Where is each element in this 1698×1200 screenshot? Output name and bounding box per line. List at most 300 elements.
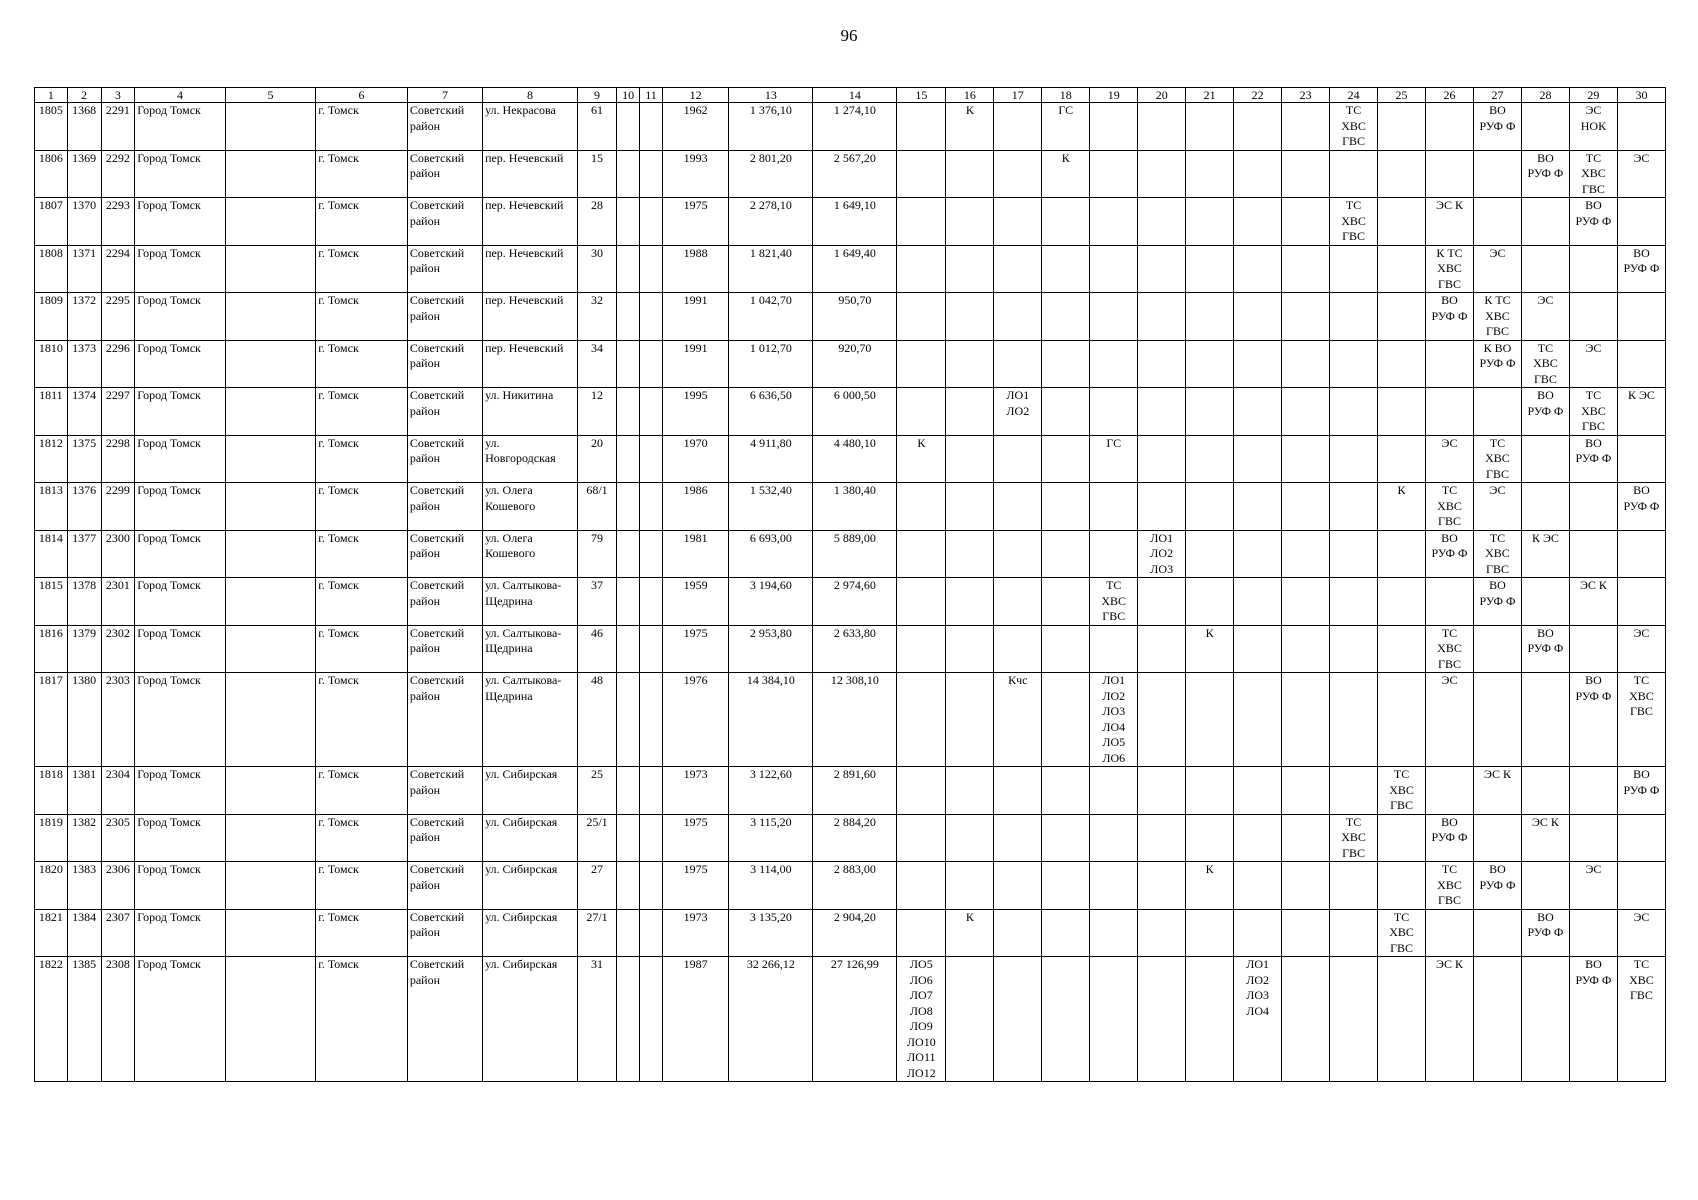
cell-col-17 [994, 245, 1042, 293]
cell-col-13: 6 636,50 [729, 388, 813, 436]
cell-col-21 [1186, 293, 1234, 341]
cell-line: ЛО2 [1006, 403, 1030, 418]
cell-line: ЭС К [1436, 198, 1463, 212]
cell-col-14: 2 974,60 [813, 578, 897, 626]
column-header-13: 13 [729, 88, 813, 103]
table-row [35, 814, 1666, 862]
cell-line: ВО [1585, 673, 1602, 687]
cell-col-18 [1042, 483, 1090, 531]
cell-line: ВО [1537, 150, 1554, 165]
cell-col-3: 2297 [101, 388, 135, 436]
cell-col-13: 14 384,10 [729, 673, 813, 767]
cell-col-29 [1569, 909, 1617, 957]
cell-line: ЭС [1633, 150, 1650, 165]
table-row [35, 862, 1666, 910]
cell-col-11 [640, 340, 663, 388]
cell-line: ГВС [1342, 134, 1366, 148]
cell-col-26 [1426, 388, 1474, 436]
cell-line: район [409, 356, 441, 370]
cell-col-3: 2304 [101, 767, 135, 815]
cell-line: Новгородская [485, 451, 556, 465]
cell-line: район [409, 546, 441, 560]
cell-line: район [409, 972, 441, 987]
cell-line: ГВС [1390, 798, 1414, 812]
cell-col-1: 1809 [35, 293, 68, 341]
cell-col-13: 2 801,20 [729, 150, 813, 198]
cell-line: Советский [409, 530, 465, 545]
cell-col-11 [640, 103, 663, 151]
cell-col-9: 25 [577, 767, 616, 815]
cell-line: РУФ Ф [1479, 356, 1516, 370]
cell-col-1: 1819 [35, 814, 68, 862]
cell-col-15 [897, 245, 946, 293]
cell-line: район [409, 830, 441, 844]
cell-line: ВО [1489, 103, 1506, 117]
cell-col-14: 2 883,00 [813, 862, 897, 910]
cell-col-15 [897, 909, 946, 957]
cell-col-13: 1 376,10 [729, 103, 813, 151]
cell-col-20 [1138, 578, 1186, 626]
cell-col-6: г. Томск [316, 245, 408, 293]
cell-col-30 [1617, 245, 1665, 293]
cell-col-1: 1820 [35, 862, 68, 910]
cell-line: РУФ Ф [1623, 261, 1660, 275]
cell-line: ХВС [1581, 403, 1606, 418]
cell-col-16 [946, 198, 994, 246]
cell-col-17 [994, 150, 1042, 198]
cell-col-16 [946, 293, 994, 341]
table-row [35, 435, 1666, 483]
table-row [35, 909, 1666, 957]
cell-col-5 [225, 957, 315, 1082]
cell-col-26 [1426, 625, 1474, 673]
cell-col-7 [407, 530, 482, 578]
cell-col-11 [640, 245, 663, 293]
cell-col-2: 1373 [67, 340, 101, 388]
cell-col-29 [1569, 578, 1617, 626]
cell-line: ТС [1633, 957, 1650, 971]
column-header-14: 14 [813, 88, 897, 103]
cell-col-11 [640, 814, 663, 862]
cell-col-22 [1234, 483, 1282, 531]
cell-col-7 [407, 150, 482, 198]
cell-line: ЛО2 [1150, 546, 1174, 560]
cell-col-7 [407, 625, 482, 673]
cell-col-16 [946, 909, 994, 957]
cell-col-13: 2 278,10 [729, 198, 813, 246]
cell-col-9: 61 [577, 103, 616, 151]
cell-col-7 [407, 388, 482, 436]
cell-col-11 [640, 578, 663, 626]
cell-col-10 [617, 673, 640, 767]
cell-line: ТС [1393, 767, 1410, 781]
column-header-25: 25 [1378, 88, 1426, 103]
housing-registry-table [34, 87, 1666, 1082]
cell-col-6: г. Томск [316, 150, 408, 198]
cell-col-29 [1569, 150, 1617, 198]
cell-col-13: 6 693,00 [729, 530, 813, 578]
cell-line: Кошевого [485, 546, 536, 560]
cell-col-24 [1330, 957, 1378, 1082]
cell-col-11 [640, 150, 663, 198]
column-header-1: 1 [35, 88, 68, 103]
cell-col-11 [640, 530, 663, 578]
cell-col-30 [1617, 578, 1665, 626]
cell-col-8 [483, 530, 578, 578]
cell-col-30 [1617, 530, 1665, 578]
cell-col-10 [617, 578, 640, 626]
cell-col-2: 1368 [67, 103, 101, 151]
cell-col-29 [1569, 625, 1617, 673]
cell-col-27 [1474, 957, 1522, 1082]
cell-line: ГВС [1438, 276, 1461, 291]
cell-col-22 [1234, 957, 1282, 1082]
cell-col-22 [1234, 673, 1282, 767]
cell-col-29 [1569, 340, 1617, 388]
cell-col-4: Город Томск [135, 340, 225, 388]
cell-col-5 [225, 245, 315, 293]
cell-col-2: 1371 [67, 245, 101, 293]
cell-line: Советский [409, 483, 465, 497]
cell-col-1: 1814 [35, 530, 68, 578]
cell-line: ЛО10 [906, 1034, 936, 1049]
cell-col-19 [1090, 388, 1138, 436]
cell-col-29 [1569, 245, 1617, 293]
cell-col-26 [1426, 530, 1474, 578]
cell-line: Советский [409, 340, 465, 355]
cell-col-24 [1330, 293, 1378, 341]
cell-col-27 [1474, 625, 1522, 673]
cell-col-12: 1995 [662, 388, 729, 436]
cell-col-6: г. Томск [316, 578, 408, 626]
cell-col-28 [1521, 578, 1569, 626]
cell-col-28 [1521, 198, 1569, 246]
cell-line: ТС [1537, 340, 1554, 355]
cell-col-9: 30 [577, 245, 616, 293]
cell-col-24 [1330, 340, 1378, 388]
cell-line: ТС [1633, 673, 1650, 687]
cell-col-6: г. Томск [316, 625, 408, 673]
cell-col-6: г. Томск [316, 293, 408, 341]
cell-col-5 [225, 530, 315, 578]
cell-col-11 [640, 625, 663, 673]
cell-col-23 [1282, 957, 1330, 1082]
cell-col-1: 1808 [35, 245, 68, 293]
cell-line: ЭС [1633, 625, 1650, 640]
cell-col-26 [1426, 862, 1474, 910]
cell-line: ВО [1537, 625, 1554, 640]
cell-line: ГВС [1102, 609, 1126, 623]
cell-col-12: 1975 [662, 198, 729, 246]
cell-line: ЛО1 [1246, 957, 1270, 971]
cell-col-27 [1474, 293, 1522, 341]
cell-col-9: 79 [577, 530, 616, 578]
cell-col-12: 1975 [662, 625, 729, 673]
cell-col-19 [1090, 435, 1138, 483]
cell-col-15 [897, 530, 946, 578]
cell-col-28 [1521, 862, 1569, 910]
cell-col-9: 15 [577, 150, 616, 198]
cell-line: ЭС [1489, 483, 1506, 497]
cell-col-22 [1234, 814, 1282, 862]
cell-col-12: 1970 [662, 435, 729, 483]
cell-col-28 [1521, 530, 1569, 578]
cell-col-18 [1042, 767, 1090, 815]
cell-line: ГВС [1629, 704, 1653, 718]
cell-col-11 [640, 767, 663, 815]
cell-col-25 [1378, 150, 1426, 198]
cell-col-28 [1521, 435, 1569, 483]
cell-col-19 [1090, 103, 1138, 151]
cell-col-20 [1138, 245, 1186, 293]
cell-col-8 [483, 483, 578, 531]
cell-col-18 [1042, 578, 1090, 626]
cell-col-29 [1569, 862, 1617, 910]
cell-col-5 [225, 103, 315, 151]
cell-col-8 [483, 245, 578, 293]
cell-col-18 [1042, 530, 1090, 578]
cell-line: ул. [485, 435, 500, 450]
cell-col-2: 1370 [67, 198, 101, 246]
cell-line: РУФ Ф [1527, 641, 1564, 655]
cell-col-19 [1090, 767, 1138, 815]
cell-col-30 [1617, 103, 1665, 151]
cell-line: ЛО7 [909, 988, 933, 1002]
cell-col-30 [1617, 293, 1665, 341]
cell-col-15 [897, 673, 946, 767]
cell-col-16 [946, 103, 994, 151]
cell-col-22 [1234, 245, 1282, 293]
cell-col-7 [407, 198, 482, 246]
cell-col-17 [994, 388, 1042, 436]
cell-col-12: 1991 [662, 340, 729, 388]
cell-col-3: 2293 [101, 198, 135, 246]
cell-col-6: г. Томск [316, 340, 408, 388]
cell-col-22 [1234, 909, 1282, 957]
cell-col-11 [640, 862, 663, 910]
cell-col-17 [994, 340, 1042, 388]
cell-col-27 [1474, 198, 1522, 246]
cell-line: пер. Нечевский [485, 198, 564, 212]
cell-line: ЭС К [1531, 814, 1559, 829]
cell-col-17 [994, 625, 1042, 673]
cell-col-21 [1186, 578, 1234, 626]
cell-col-5 [225, 767, 315, 815]
cell-line: ТС [1489, 435, 1506, 450]
column-header-26: 26 [1426, 88, 1474, 103]
cell-col-16 [946, 435, 994, 483]
cell-line: ГС [1106, 435, 1122, 450]
cell-line: ул. Олега [485, 530, 533, 545]
cell-col-10 [617, 388, 640, 436]
cell-col-21 [1186, 150, 1234, 198]
cell-col-15 [897, 293, 946, 341]
cell-col-3: 2308 [101, 957, 135, 1082]
cell-col-7 [407, 103, 482, 151]
cell-col-25 [1378, 103, 1426, 151]
cell-col-29 [1569, 673, 1617, 767]
cell-line: ТС [1441, 862, 1458, 876]
cell-col-8 [483, 103, 578, 151]
cell-col-14: 2 904,20 [813, 909, 897, 957]
cell-col-20 [1138, 435, 1186, 483]
cell-col-24 [1330, 862, 1378, 910]
cell-line: К [1205, 625, 1214, 640]
cell-col-27 [1474, 388, 1522, 436]
cell-line: ХВС [1341, 830, 1366, 844]
cell-col-19 [1090, 198, 1138, 246]
cell-col-14: 2 567,20 [813, 150, 897, 198]
cell-col-15 [897, 814, 946, 862]
cell-col-25 [1378, 530, 1426, 578]
cell-col-24 [1330, 578, 1378, 626]
cell-line: пер. Нечевский [485, 293, 564, 307]
cell-col-18 [1042, 862, 1090, 910]
cell-col-6: г. Томск [316, 673, 408, 767]
cell-col-17 [994, 483, 1042, 531]
cell-col-21 [1186, 909, 1234, 957]
cell-line: ВО [1441, 814, 1458, 829]
cell-col-4: Город Томск [135, 673, 225, 767]
cell-col-25 [1378, 388, 1426, 436]
cell-col-6: г. Томск [316, 388, 408, 436]
cell-col-8 [483, 909, 578, 957]
cell-col-3: 2303 [101, 673, 135, 767]
cell-col-11 [640, 435, 663, 483]
cell-col-20 [1138, 388, 1186, 436]
cell-col-26 [1426, 957, 1474, 1082]
cell-col-19 [1090, 862, 1138, 910]
cell-line: ХВС [1437, 261, 1462, 275]
cell-col-10 [617, 530, 640, 578]
cell-col-17 [994, 814, 1042, 862]
cell-col-16 [946, 483, 994, 531]
column-header-27: 27 [1474, 88, 1522, 103]
cell-line: ТС [1345, 198, 1362, 212]
cell-line: ГВС [1342, 229, 1366, 243]
cell-col-10 [617, 340, 640, 388]
cell-col-14: 2 633,80 [813, 625, 897, 673]
cell-line: ХВС [1341, 118, 1366, 133]
cell-col-22 [1234, 767, 1282, 815]
cell-line: район [409, 925, 441, 939]
cell-line: К ТС [1484, 293, 1511, 307]
cell-col-28 [1521, 150, 1569, 198]
column-header-30: 30 [1617, 88, 1665, 103]
cell-col-15 [897, 103, 946, 151]
cell-line: ЛО2 [1246, 972, 1270, 987]
column-header-23: 23 [1282, 88, 1330, 103]
cell-col-11 [640, 388, 663, 436]
cell-line: ЭС [1585, 862, 1602, 876]
cell-line: пер. Нечевский [485, 150, 564, 165]
cell-line: ТС [1345, 814, 1362, 829]
cell-col-10 [617, 435, 640, 483]
cell-line: ЛО11 [907, 1050, 936, 1064]
cell-line: Советский [409, 293, 465, 307]
cell-line: ЭС [1633, 909, 1650, 924]
cell-col-13: 4 911,80 [729, 435, 813, 483]
cell-col-6: г. Томск [316, 767, 408, 815]
cell-col-15 [897, 435, 946, 483]
cell-col-2: 1383 [67, 862, 101, 910]
cell-col-16 [946, 340, 994, 388]
cell-col-8 [483, 293, 578, 341]
cell-col-21 [1186, 435, 1234, 483]
cell-line: ЭС К [1436, 957, 1463, 971]
cell-col-22 [1234, 293, 1282, 341]
column-header-21: 21 [1186, 88, 1234, 103]
cell-line: ЭС [1441, 673, 1458, 687]
cell-col-27 [1474, 814, 1522, 862]
cell-line: ул. Салтыкова- [485, 673, 562, 687]
cell-line: ВО [1585, 198, 1602, 212]
cell-col-5 [225, 578, 315, 626]
cell-col-21 [1186, 814, 1234, 862]
cell-col-7 [407, 673, 482, 767]
cell-col-18 [1042, 293, 1090, 341]
cell-col-1: 1818 [35, 767, 68, 815]
cell-col-23 [1282, 862, 1330, 910]
table-row [35, 530, 1666, 578]
cell-col-23 [1282, 578, 1330, 626]
cell-col-12: 1987 [662, 957, 729, 1082]
cell-col-4: Город Томск [135, 293, 225, 341]
cell-line: ХВС [1437, 641, 1462, 655]
cell-col-7 [407, 767, 482, 815]
cell-col-6: г. Томск [316, 198, 408, 246]
cell-col-26 [1426, 578, 1474, 626]
cell-col-27 [1474, 909, 1522, 957]
cell-col-23 [1282, 103, 1330, 151]
cell-col-9: 27 [577, 862, 616, 910]
cell-col-6: г. Томск [316, 862, 408, 910]
column-header-6: 6 [316, 88, 408, 103]
cell-col-30 [1617, 198, 1665, 246]
cell-col-15 [897, 625, 946, 673]
cell-col-18 [1042, 103, 1090, 151]
cell-line: пер. Нечевский [485, 245, 564, 260]
cell-col-17 [994, 103, 1042, 151]
cell-col-20 [1138, 530, 1186, 578]
cell-col-13: 3 135,20 [729, 909, 813, 957]
table-row [35, 388, 1666, 436]
cell-line: К [965, 909, 974, 924]
cell-col-5 [225, 293, 315, 341]
cell-col-1: 1821 [35, 909, 68, 957]
cell-col-28 [1521, 957, 1569, 1082]
cell-col-18 [1042, 814, 1090, 862]
cell-col-15 [897, 340, 946, 388]
cell-col-18 [1042, 957, 1090, 1082]
cell-line: К [1397, 483, 1406, 497]
cell-col-3: 2295 [101, 293, 135, 341]
cell-col-9: 20 [577, 435, 616, 483]
cell-col-28 [1521, 103, 1569, 151]
cell-col-12: 1986 [662, 483, 729, 531]
cell-col-2: 1378 [67, 578, 101, 626]
column-header-10: 10 [617, 88, 640, 103]
cell-col-24 [1330, 198, 1378, 246]
column-header-15: 15 [897, 88, 946, 103]
cell-line: Советский [409, 150, 465, 165]
cell-col-25 [1378, 483, 1426, 531]
cell-col-3: 2300 [101, 530, 135, 578]
cell-col-24 [1330, 483, 1378, 531]
cell-col-29 [1569, 814, 1617, 862]
cell-col-4: Город Томск [135, 103, 225, 151]
cell-col-20 [1138, 862, 1186, 910]
